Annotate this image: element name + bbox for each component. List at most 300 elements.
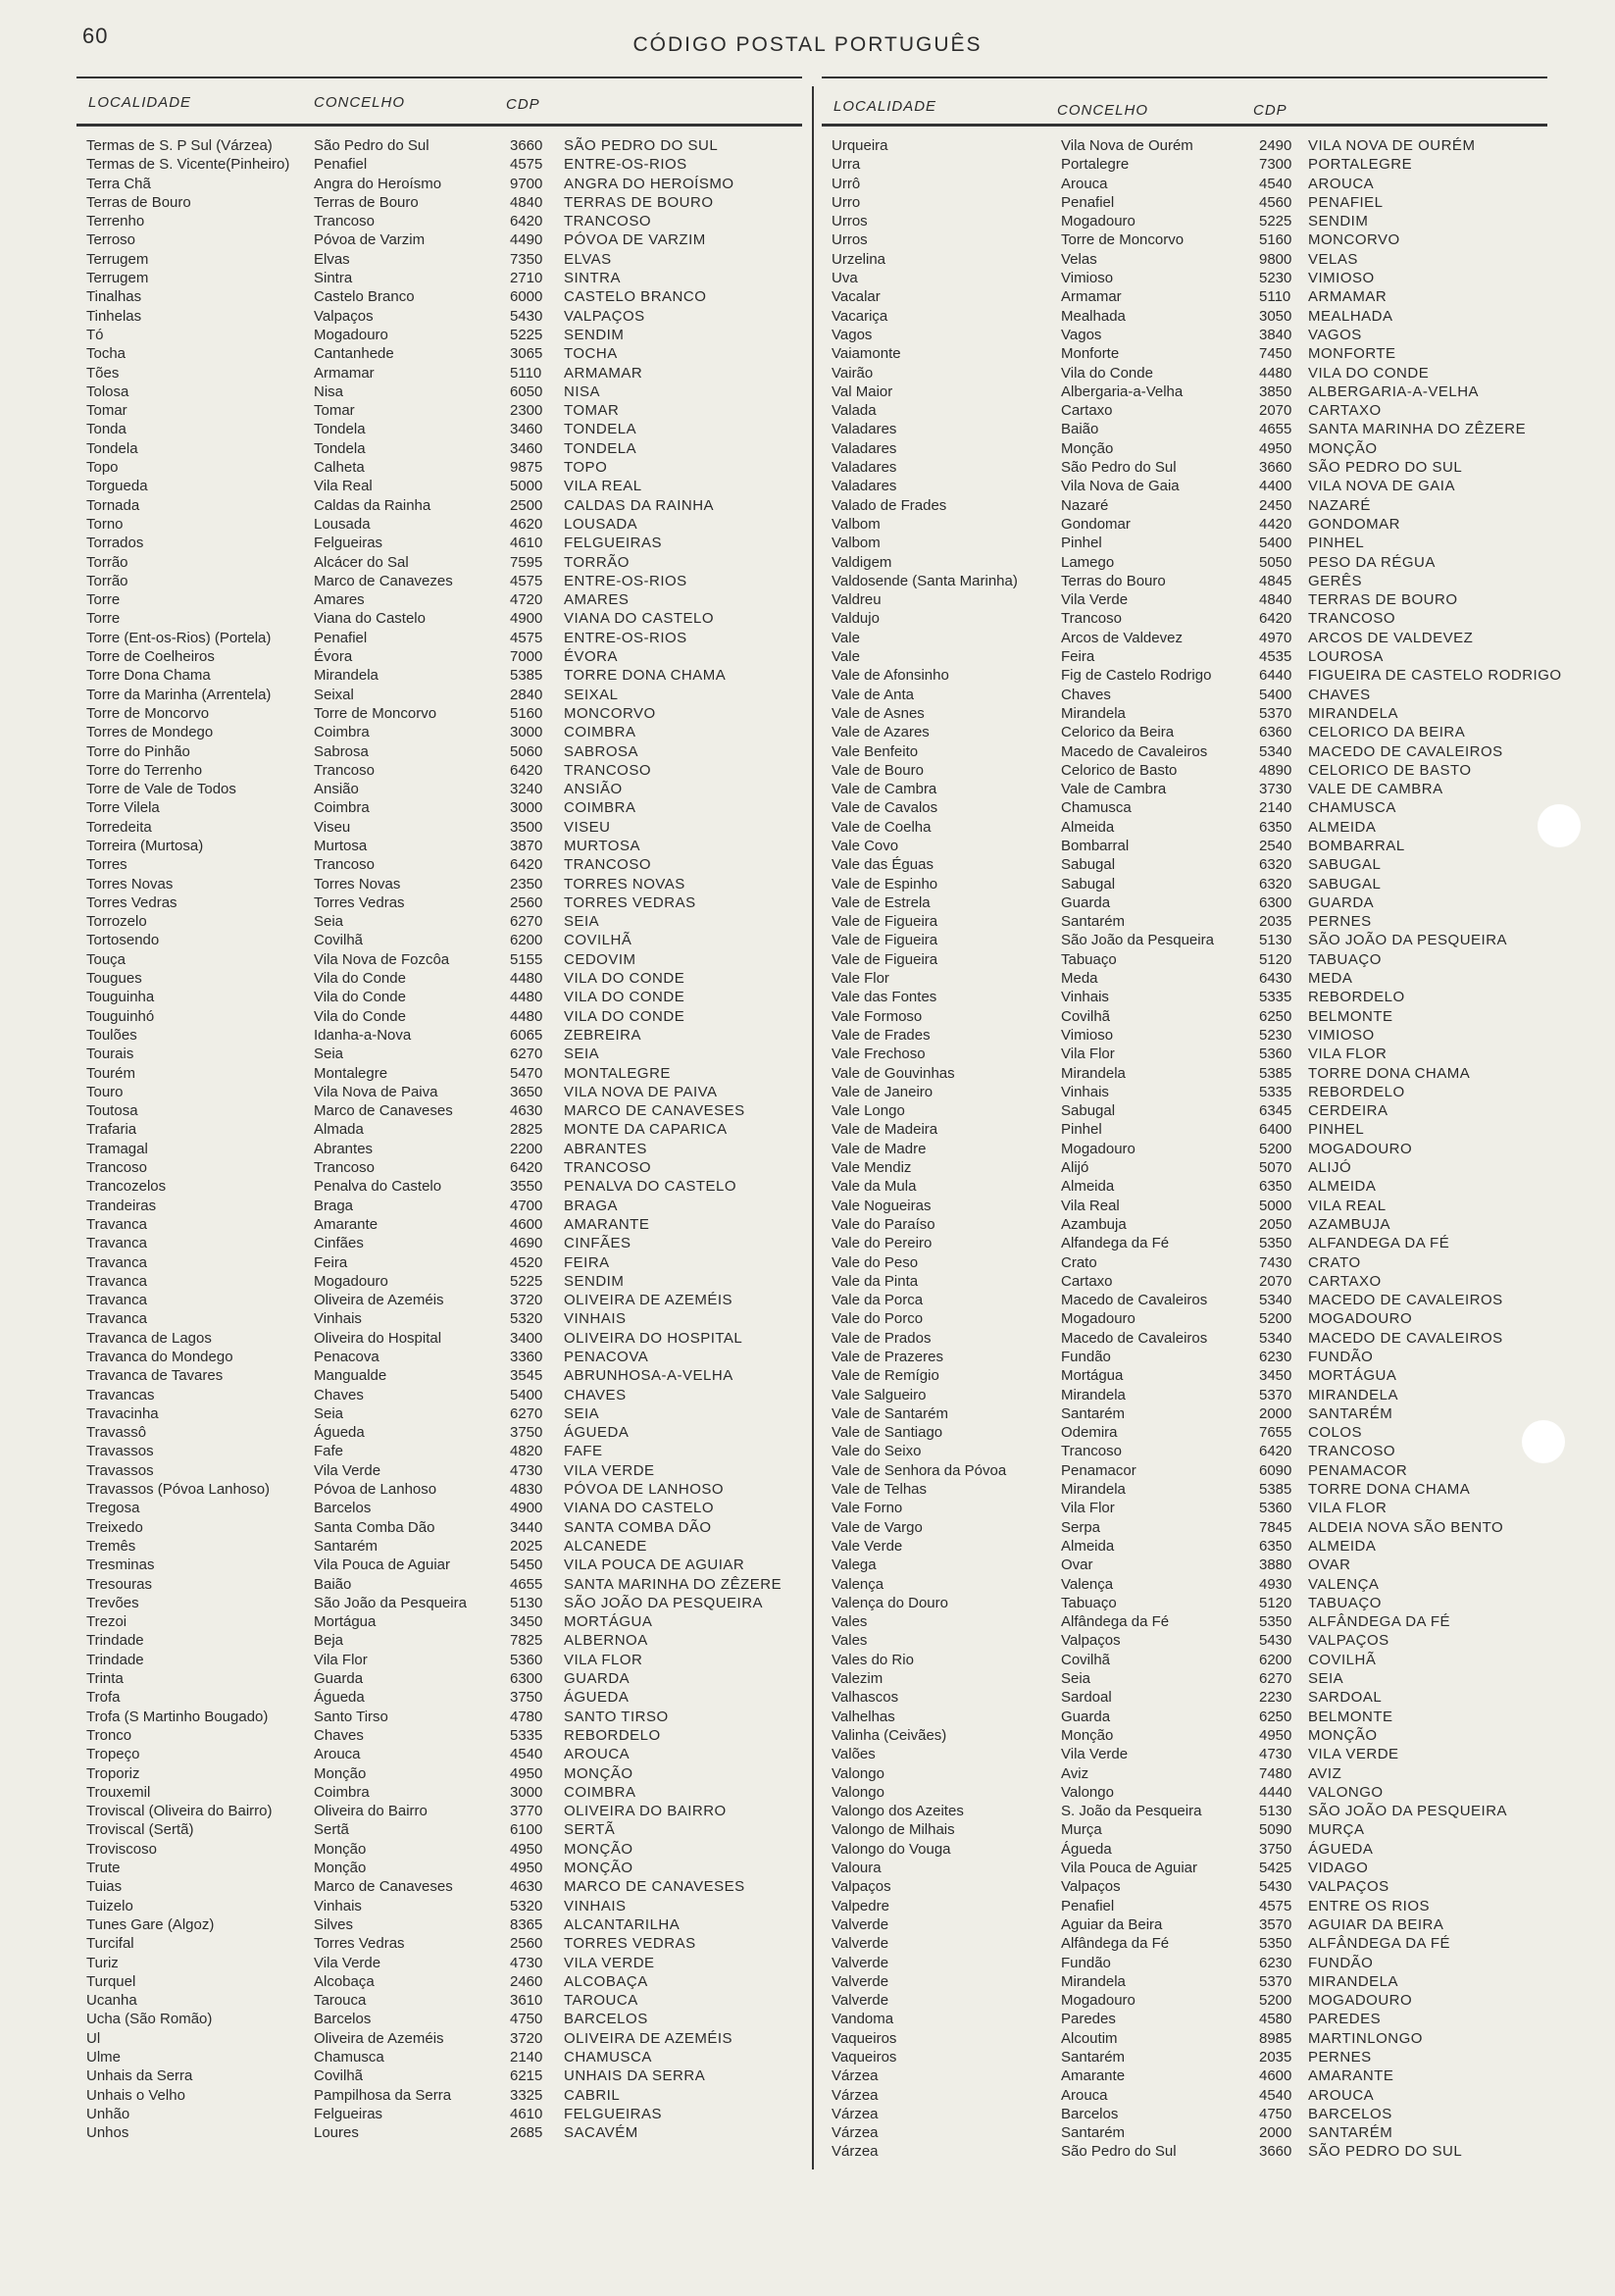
destino-cell: SENDIM (564, 1272, 625, 1290)
table-row (76, 988, 802, 1006)
cdp-cell: 3660 (510, 137, 543, 154)
destino-cell: UNHAIS DA SERRA (564, 2067, 706, 2085)
destino-cell: SARDOAL (1308, 1689, 1383, 1707)
destino-cell: MORTÁGUA (1308, 1367, 1397, 1385)
table-row (76, 401, 802, 420)
table-row (822, 704, 1547, 723)
concelho-cell: Valpaços (1061, 1878, 1121, 1896)
localidade-cell: Vale de Coelha (832, 818, 932, 836)
destino-cell: MEDA (1308, 970, 1353, 988)
cdp-cell: 4630 (510, 1102, 543, 1120)
cdp-cell: 5130 (1259, 932, 1292, 949)
cdp-cell: 3450 (1259, 1367, 1292, 1385)
localidade-cell: Valbom (832, 535, 881, 552)
localidade-cell: Travanca do Mondego (86, 1349, 233, 1365)
table-row (822, 401, 1547, 420)
cdp-cell: 4480 (510, 1007, 543, 1025)
destino-cell: CALDAS DA RAINHA (564, 496, 715, 514)
concelho-cell: Santo Tirso (314, 1708, 388, 1725)
cdp-cell: 7595 (510, 553, 543, 571)
destino-cell: ANGRA DO HEROÍSMO (564, 175, 734, 192)
table-row (822, 1215, 1547, 1234)
destino-cell: SÃO JOÃO DA PESQUEIRA (1308, 932, 1508, 949)
localidade-cell: Toutosa (86, 1102, 138, 1120)
table-row (76, 1537, 802, 1556)
table-row (822, 439, 1547, 458)
localidade-cell: Várzea (832, 2105, 879, 2122)
localidade-cell: Várzea (832, 2124, 879, 2142)
table-row (822, 2086, 1547, 2105)
concelho-cell: Alcácer do Sal (314, 553, 409, 571)
destino-cell: COIMBRA (564, 724, 636, 741)
cdp-cell: 5335 (1259, 1083, 1292, 1100)
destino-cell: VISEU (564, 818, 611, 836)
localidade-cell: Torre de Coelheiros (86, 648, 215, 666)
destino-cell: FUNDÃO (1308, 1954, 1374, 1971)
concelho-cell: Alijó (1061, 1159, 1089, 1177)
destino-cell: OVAR (1308, 1556, 1351, 1574)
concelho-cell: Santarém (1061, 2048, 1126, 2066)
concelho-cell: Vila Flor (1061, 1046, 1115, 1063)
cdp-cell: 4540 (1259, 2086, 1292, 2104)
localidade-cell: Valadares (832, 439, 897, 457)
destino-cell: VALPAÇOS (1308, 1632, 1389, 1650)
table-row (76, 439, 802, 458)
cdp-cell: 3840 (1259, 326, 1292, 343)
localidade-cell: Tomar (86, 402, 127, 420)
concelho-cell: Trancoso (1061, 610, 1122, 628)
destino-cell: VILA NOVA DE GAIA (1308, 478, 1455, 495)
destino-cell: ALMEIDA (1308, 1178, 1377, 1196)
cdp-cell: 2035 (1259, 913, 1292, 931)
localidade-cell: Torres de Mondego (86, 724, 214, 741)
destino-cell: ALMEIDA (1308, 818, 1377, 836)
destino-cell: PINHEL (1308, 535, 1365, 552)
table-row (76, 1972, 802, 1991)
concelho-cell: Vale de Cambra (1061, 781, 1167, 798)
table-row (76, 609, 802, 628)
table-row (822, 136, 1547, 155)
concelho-cell: Almeida (1061, 1178, 1115, 1196)
destino-cell: ZEBREIRA (564, 1026, 642, 1044)
localidade-cell: Valbom (832, 515, 881, 533)
table-row (822, 875, 1547, 893)
destino-cell: ARCOS DE VALDEVEZ (1308, 629, 1474, 646)
localidade-cell: Tronco (86, 1726, 132, 1744)
table-row (76, 742, 802, 761)
destino-cell: MARCO DE CANAVESES (564, 1878, 745, 1896)
cdp-cell: 4540 (1259, 175, 1292, 192)
table-row (76, 534, 802, 552)
concelho-cell: Barcelos (314, 1500, 372, 1517)
destino-cell: MOGADOURO (1308, 1992, 1413, 2010)
localidade-cell: Terroso (86, 231, 136, 249)
table-row (822, 590, 1547, 609)
concelho-cell: Arouca (1061, 2086, 1108, 2104)
cdp-cell: 8365 (510, 1915, 543, 1933)
destino-cell: GONDOMAR (1308, 515, 1400, 533)
table-row (76, 837, 802, 855)
table-row (76, 1764, 802, 1783)
cdp-cell: 4900 (510, 1500, 543, 1517)
cdp-cell: 5120 (1259, 1594, 1292, 1611)
localidade-cell: Vale de Gouvinhas (832, 1064, 955, 1082)
table-row (822, 1972, 1547, 1991)
table-row (76, 1651, 802, 1669)
concelho-cell: Serpa (1061, 1518, 1101, 1536)
localidade-cell: Toulões (86, 1026, 137, 1044)
cdp-cell: 6400 (1259, 1121, 1292, 1139)
table-row (76, 344, 802, 363)
concelho-cell: Águeda (314, 1424, 365, 1442)
table-row (76, 1253, 802, 1272)
destino-cell: LOUSADA (564, 515, 638, 533)
destino-cell: TABUAÇO (1308, 950, 1382, 968)
table-row (822, 2010, 1547, 2028)
concelho-cell: Angra do Heroísmo (314, 175, 442, 192)
cdp-cell: 7845 (1259, 1518, 1292, 1536)
destino-cell: VILA DO CONDE (564, 970, 685, 988)
destino-cell: ALBERNOA (564, 1632, 648, 1650)
cdp-cell: 3610 (510, 1992, 543, 2010)
localidade-cell: Vales (832, 1632, 868, 1650)
localidade-cell: Valverde (832, 1954, 889, 1971)
table-row (76, 1669, 802, 1688)
table-row (822, 1291, 1547, 1309)
table-row (76, 1897, 802, 1915)
concelho-cell: Vila Real (1061, 1197, 1120, 1214)
localidade-cell: Tuizelo (86, 1897, 133, 1914)
destino-cell: ÉVORA (564, 648, 619, 666)
table-row (822, 383, 1547, 401)
cdp-cell: 4480 (1259, 364, 1292, 382)
localidade-cell: Unhais da Serra (86, 2067, 193, 2085)
cdp-cell: 5000 (510, 478, 543, 495)
table-row (822, 2123, 1547, 2142)
localidade-cell: Valongo de Milhais (832, 1821, 955, 1839)
cdp-cell: 4930 (1259, 1575, 1292, 1593)
destino-cell: GERÊS (1308, 572, 1363, 589)
destino-cell: SÃO JOÃO DA PESQUEIRA (1308, 1803, 1508, 1820)
cdp-cell: 6350 (1259, 1537, 1292, 1555)
table-row (76, 704, 802, 723)
table-row (76, 1915, 802, 1934)
localidade-cell: Urros (832, 231, 868, 249)
concelho-cell: Seia (314, 1404, 344, 1422)
localidade-cell: Torre de Moncorvo (86, 704, 210, 722)
concelho-cell: Beja (314, 1632, 344, 1650)
concelho-cell: Vimioso (1061, 1026, 1114, 1044)
localidade-cell: Tremês (86, 1537, 136, 1555)
cdp-cell: 4580 (1259, 2011, 1292, 2028)
cdp-cell: 8985 (1259, 2029, 1292, 2047)
cdp-cell: 2500 (510, 496, 543, 514)
destino-cell: MONÇÃO (1308, 439, 1378, 457)
table-row (76, 1575, 802, 1594)
cdp-cell: 6065 (510, 1026, 543, 1044)
cdp-cell: 5340 (1259, 742, 1292, 760)
destino-cell: OLIVEIRA DO HOSPITAL (564, 1329, 743, 1347)
destino-cell: TRANCOSO (564, 856, 652, 874)
table-row (76, 1045, 802, 1063)
cdp-cell: 6360 (1259, 724, 1292, 741)
cdp-cell: 4535 (1259, 648, 1292, 666)
destino-cell: ENTRE-OS-RIOS (564, 629, 687, 646)
table-row (822, 1177, 1547, 1196)
localidade-cell: Vale de Santarém (832, 1404, 948, 1422)
table-row (822, 969, 1547, 988)
concelho-cell: Tabuaço (1061, 1594, 1117, 1611)
table-row (76, 193, 802, 212)
cdp-cell: 4950 (1259, 1726, 1292, 1744)
localidade-cell: Torre (86, 591, 121, 609)
concelho-cell: Meda (1061, 970, 1098, 988)
cdp-cell: 6320 (1259, 875, 1292, 893)
concelho-cell: Idanha-a-Nova (314, 1026, 412, 1044)
table-row (76, 647, 802, 666)
cdp-cell: 5160 (510, 704, 543, 722)
localidade-cell: Troviscal (Oliveira do Bairro) (86, 1803, 273, 1820)
localidade-cell: Vale de Bouro (832, 761, 924, 779)
cdp-cell: 5225 (510, 326, 543, 343)
concelho-cell: Alfândega da Fé (1061, 1935, 1170, 1953)
destino-cell: FELGUEIRAS (564, 535, 663, 552)
localidade-cell: Vale de Janeiro (832, 1083, 934, 1100)
cdp-cell: 7350 (510, 250, 543, 268)
table-row (822, 1386, 1547, 1404)
table-row (76, 1404, 802, 1423)
localidade-cell: Travassos (86, 1461, 154, 1479)
localidade-cell: Valverde (832, 1992, 889, 2010)
concelho-cell: Póvoa de Lanhoso (314, 1481, 437, 1499)
cdp-cell: 3570 (1259, 1915, 1292, 1933)
table-row (822, 1820, 1547, 1839)
destino-cell: AMARANTE (564, 1215, 650, 1233)
concelho-cell: Marco de Canaveses (314, 1878, 453, 1896)
localidade-cell: Valoura (832, 1860, 882, 1877)
cdp-cell: 4610 (510, 2105, 543, 2122)
table-row (76, 686, 802, 704)
cdp-cell: 5400 (1259, 535, 1292, 552)
concelho-cell: Felgueiras (314, 2105, 383, 2122)
concelho-cell: Mogadouro (1061, 1140, 1136, 1157)
concelho-cell: Tabuaço (1061, 950, 1117, 968)
concelho-cell: Tomar (314, 402, 355, 420)
destino-cell: SACAVÉM (564, 2124, 638, 2142)
destino-cell: SEIXAL (564, 686, 619, 703)
destino-cell: PINHEL (1308, 1121, 1365, 1139)
concelho-cell: Paredes (1061, 2011, 1116, 2028)
cdp-cell: 4480 (510, 989, 543, 1006)
cdp-cell: 4620 (510, 515, 543, 533)
concelho-cell: Lamego (1061, 553, 1115, 571)
destino-cell: VILA NOVA DE PAIVA (564, 1083, 718, 1100)
localidade-cell: Touguinhó (86, 1007, 155, 1025)
concelho-cell: Viana do Castelo (314, 610, 426, 628)
cdp-cell: 4655 (1259, 421, 1292, 438)
localidade-cell: Vale de Prazeres (832, 1349, 943, 1365)
concelho-cell: Vinhais (1061, 1083, 1109, 1100)
localidade-cell: Valverde (832, 1972, 889, 1990)
table-row (822, 230, 1547, 249)
table-row (76, 1007, 802, 1026)
cdp-cell: 2490 (1259, 137, 1292, 154)
table-row (822, 742, 1547, 761)
localidade-cell: Travanca (86, 1235, 147, 1252)
localidade-cell: Touça (86, 950, 126, 968)
table-row (76, 1556, 802, 1574)
destino-cell: VAGOS (1308, 326, 1362, 343)
localidade-cell: Vale das Éguas (832, 856, 934, 874)
concelho-cell: Seixal (314, 686, 354, 703)
cdp-cell: 6100 (510, 1821, 543, 1839)
cdp-cell: 2140 (510, 2048, 543, 2066)
cdp-cell: 5350 (1259, 1235, 1292, 1252)
localidade-cell: Trindade (86, 1632, 144, 1650)
localidade-cell: Travacinha (86, 1404, 159, 1422)
table-row (76, 1140, 802, 1158)
cdp-cell: 2070 (1259, 1272, 1292, 1290)
table-row (822, 1631, 1547, 1650)
concelho-cell: Penafiel (1061, 193, 1115, 211)
localidade-cell: Vaqueiros (832, 2029, 897, 2047)
cdp-cell: 5200 (1259, 1140, 1292, 1157)
localidade-cell: Vaiamonte (832, 345, 901, 363)
column-headers (76, 78, 802, 124)
table-row (822, 912, 1547, 931)
table-row (822, 666, 1562, 685)
localidade-cell: Trindade (86, 1651, 144, 1668)
destino-cell: VALPAÇOS (564, 307, 645, 325)
localidade-cell: Tramagal (86, 1140, 148, 1157)
concelho-cell: Cantanhede (314, 345, 394, 363)
destino-cell: MONTALEGRE (564, 1064, 671, 1082)
cdp-cell: 5070 (1259, 1159, 1292, 1177)
destino-cell: CARTAXO (1308, 402, 1382, 420)
localidade-cell: Torres Vedras (86, 893, 177, 911)
column-divider (812, 86, 814, 2169)
destino-cell: VILA DO CONDE (564, 1007, 685, 1025)
localidade-cell: Trute (86, 1860, 121, 1877)
concelho-cell: Aviz (1061, 1764, 1089, 1782)
concelho-cell: Vila Pouca de Aguiar (1061, 1860, 1197, 1877)
concelho-cell: Loures (314, 2124, 359, 2142)
concelho-cell: Barcelos (314, 2011, 372, 2028)
cdp-cell: 5090 (1259, 1821, 1292, 1839)
table-row (822, 1764, 1547, 1783)
concelho-cell: Aguiar da Beira (1061, 1915, 1163, 1933)
cdp-cell: 6090 (1259, 1461, 1292, 1479)
destino-cell: TONDELA (564, 421, 637, 438)
cdp-cell: 4840 (1259, 591, 1292, 609)
table-row (822, 326, 1547, 344)
cdp-cell: 4400 (1259, 478, 1292, 495)
cdp-cell: 4720 (510, 591, 543, 609)
destino-cell: REBORDELO (1308, 1083, 1405, 1100)
localidade-cell: Vale da Mula (832, 1178, 917, 1196)
concelho-cell: Santarém (1061, 913, 1126, 931)
localidade-cell: Val Maior (832, 383, 893, 400)
destino-cell: PERNES (1308, 913, 1372, 931)
destino-cell: PENAFIEL (1308, 193, 1384, 211)
concelho-cell: Penalva do Castelo (314, 1178, 442, 1196)
localidade-cell: Valhascos (832, 1689, 899, 1707)
cdp-cell: 2070 (1259, 402, 1292, 420)
table-row (822, 2029, 1547, 2048)
destino-cell: CARTAXO (1308, 1272, 1382, 1290)
cdp-cell: 3460 (510, 421, 543, 438)
table-row (76, 1934, 802, 1953)
concelho-cell: Viseu (314, 818, 351, 836)
destino-cell: TRANCOSO (564, 213, 652, 230)
destino-cell: MOGADOURO (1308, 1310, 1413, 1328)
cdp-cell: 6300 (1259, 893, 1292, 911)
localidade-cell: Vale do Peso (832, 1253, 919, 1271)
table-row (76, 136, 802, 155)
localidade-cell: Travanca (86, 1272, 147, 1290)
destino-cell: AMARES (564, 591, 630, 609)
destino-cell: ALCANEDE (564, 1537, 647, 1555)
cdp-cell: 6050 (510, 383, 543, 400)
table-row (822, 1007, 1547, 1026)
table-row (76, 1594, 802, 1612)
table-row (822, 364, 1547, 383)
cdp-cell: 4655 (510, 1575, 543, 1593)
destino-cell: NISA (564, 383, 601, 400)
table-row (822, 1783, 1547, 1802)
cdp-cell: 3750 (1259, 1840, 1292, 1858)
localidade-cell: Urra (832, 156, 861, 174)
table-row (76, 1631, 802, 1650)
cdp-cell: 3660 (1259, 2143, 1292, 2161)
cdp-cell: 3360 (510, 1349, 543, 1365)
localidade-cell: Vale das Fontes (832, 989, 937, 1006)
localidade-cell: Urros (832, 213, 868, 230)
localidade-cell: Vacariça (832, 307, 888, 325)
cdp-cell: 5430 (1259, 1632, 1292, 1650)
table-row (822, 780, 1547, 798)
cdp-cell: 6250 (1259, 1708, 1292, 1725)
left-column (76, 77, 802, 2142)
cdp-cell: 5470 (510, 1064, 543, 1082)
table-row (822, 1404, 1547, 1423)
concelho-cell: Coimbra (314, 799, 370, 817)
cdp-cell: 5200 (1259, 1310, 1292, 1328)
localidade-cell: Vale de Figueira (832, 950, 938, 968)
concelho-cell: Valpaços (314, 307, 374, 325)
table-row (76, 666, 802, 685)
concelho-cell: Valpaços (1061, 1632, 1121, 1650)
destino-cell: VIMIOSO (1308, 1026, 1375, 1044)
concelho-cell: Santarém (1061, 1404, 1126, 1422)
table-row (76, 230, 802, 249)
localidade-cell: Terra Chã (86, 175, 151, 192)
table-row (76, 1708, 802, 1726)
destino-cell: TOPO (564, 459, 608, 477)
cdp-cell: 3650 (510, 1083, 543, 1100)
localidade-cell: Tregosa (86, 1500, 140, 1517)
cdp-cell: 4730 (1259, 1746, 1292, 1763)
localidade-cell: Vale Formoso (832, 1007, 923, 1025)
table-row (76, 1820, 802, 1839)
table-row (822, 250, 1547, 269)
destino-cell: COIMBRA (564, 1783, 636, 1801)
concelho-cell: Ansião (314, 781, 359, 798)
cdp-cell: 7300 (1259, 156, 1292, 174)
table-row (76, 2086, 802, 2105)
cdp-cell: 5160 (1259, 231, 1292, 249)
destino-cell: ENTRE-OS-RIOS (564, 156, 687, 174)
